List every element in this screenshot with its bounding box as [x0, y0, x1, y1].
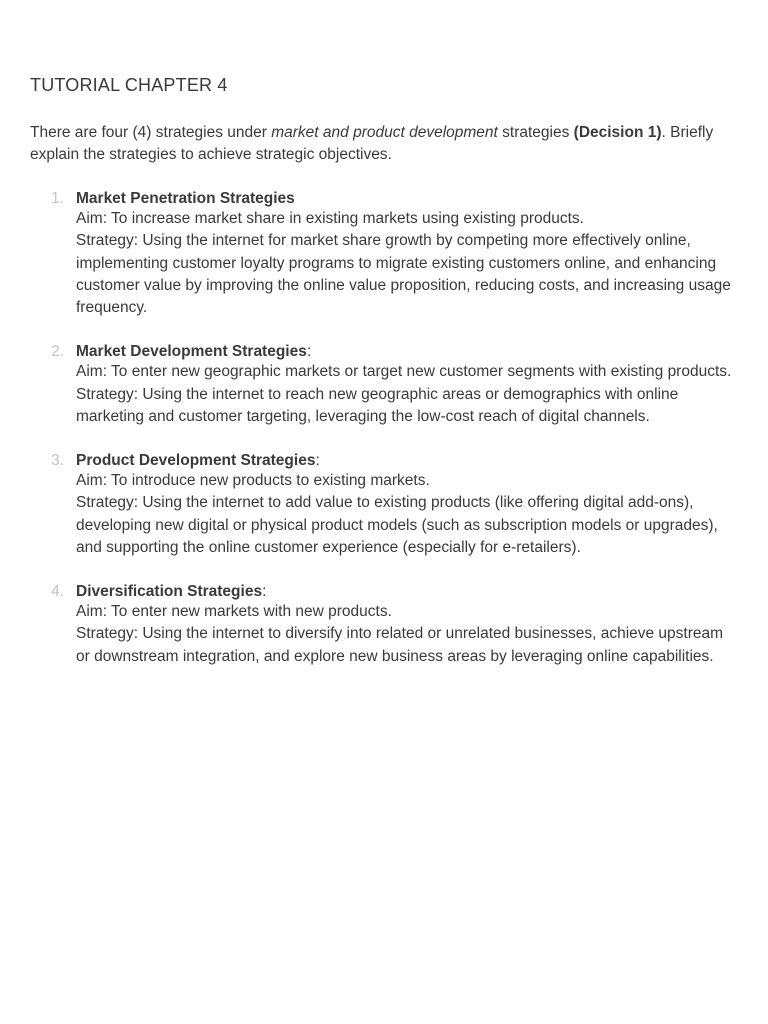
list-item-heading — [76, 581, 738, 603]
list-item-heading-text: Product Development Strategies — [76, 452, 316, 470]
list-item — [30, 450, 738, 559]
list-item-heading-text: Market Penetration Strategies — [76, 190, 295, 207]
intro-paragraph — [30, 122, 738, 166]
list-item-aim: Aim: To introduce new products to existing markets. — [76, 472, 430, 490]
list-item-heading — [76, 341, 738, 363]
list-item-aim: Aim: To enter new markets with new products. — [76, 603, 392, 621]
list-item-strategy: Strategy: Using the internet to add value to existing products (like offering digital add-ons), developing new digital or physical product models (such as subscription models or upgrades), and supporting the online customer experience (especially for e-retailers). — [76, 494, 718, 556]
list-item-number: 1. — [51, 190, 64, 207]
intro-text-bold: (Decision 1) — [573, 124, 662, 141]
list-item-number: 3. — [51, 452, 64, 470]
list-item-number: 4. — [51, 583, 64, 601]
strategy-list — [30, 188, 738, 668]
list-item-heading-suffix: : — [262, 583, 267, 601]
list-item-number: 2. — [51, 343, 64, 361]
page-title: TUTORIAL CHAPTER 4 — [30, 75, 228, 95]
list-item-heading-text: Diversification Strategies — [76, 583, 263, 601]
intro-text-before: There are four (4) strategies under — [30, 124, 272, 141]
list-item-heading-suffix: : — [306, 343, 312, 361]
intro-text-after: . Briefly explain the strategies to achieve strategic objectives. — [30, 124, 714, 163]
list-item-heading-suffix: : — [315, 452, 320, 470]
list-item — [30, 188, 738, 319]
list-item-strategy: Strategy: Using the internet to diversify into related or unrelated businesses, achieve upstream or downstream integration, and explore new business areas by leveraging online capabilities. — [76, 625, 724, 665]
intro-text-italic: market and product development — [271, 124, 498, 141]
list-item-heading — [76, 450, 738, 472]
list-item — [30, 581, 738, 668]
list-item-heading-text: Market Development Strategies — [76, 343, 307, 361]
list-item-heading — [76, 188, 738, 210]
list-item-strategy: Strategy: Using the internet for market share growth by competing more effectively online, implementing customer loyalty programs to migrate existing customers online, and enhancing customer value by improving the online value proposition, reducing costs, and increasing usage frequency. — [76, 232, 731, 317]
intro-text-middle: strategies — [497, 124, 574, 141]
list-item-strategy: Strategy: Using the internet to reach new geographic areas or demographics with online marketing and customer targeting, leveraging the low-cost reach of digital channels. — [76, 385, 679, 425]
list-item-aim: Aim: To increase market share in existing markets using existing products. — [76, 210, 584, 228]
list-item-aim: Aim: To enter new geographic markets or target new customer segments with existing products. — [76, 363, 732, 381]
list-item — [30, 341, 738, 428]
